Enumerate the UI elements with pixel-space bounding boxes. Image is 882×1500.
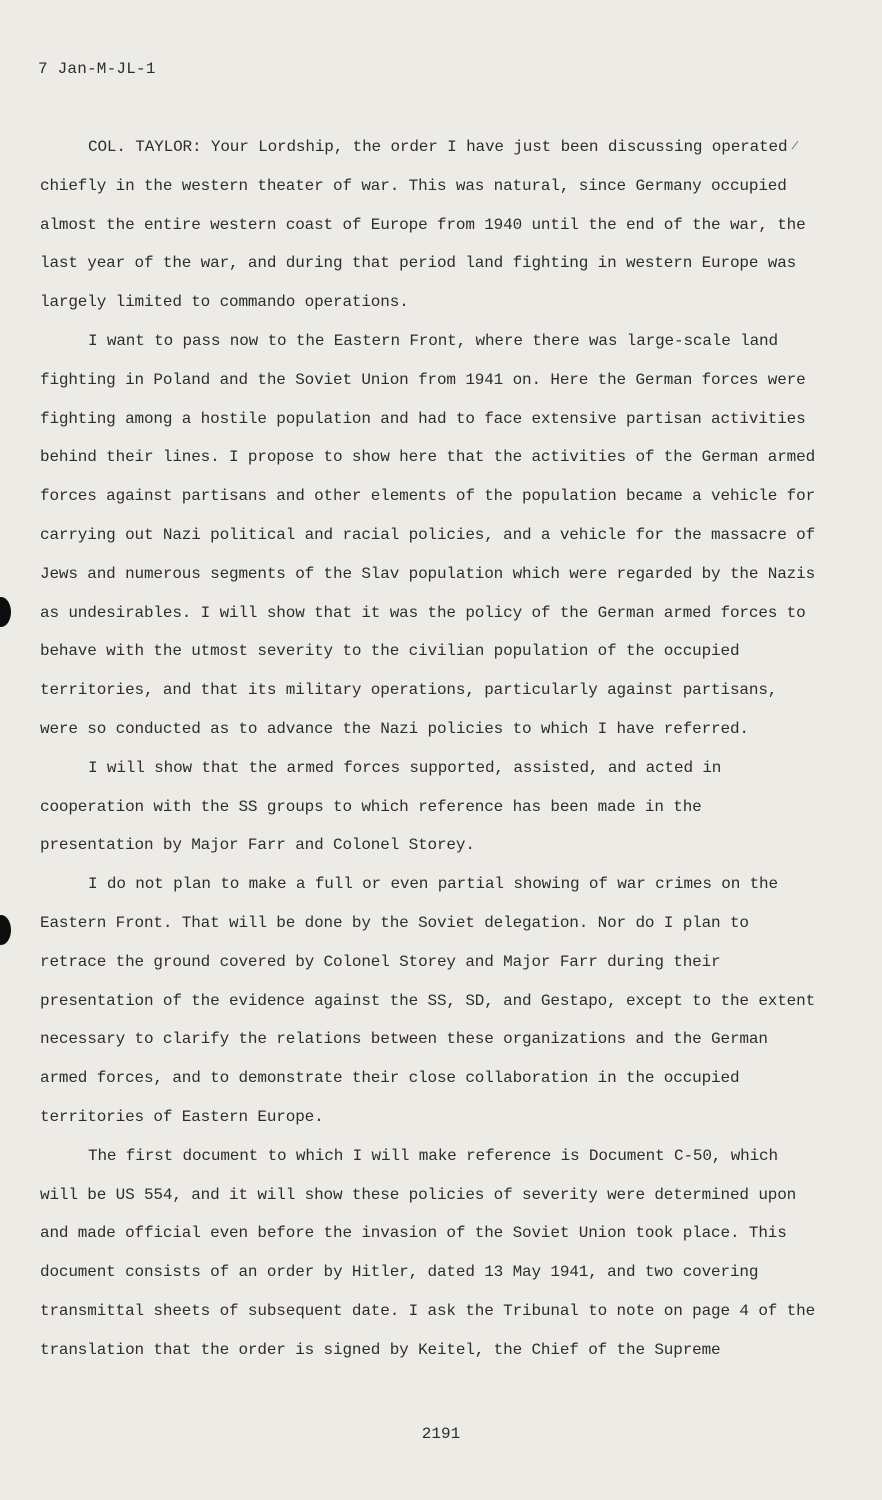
paragraph-1: COL. TAYLOR: Your Lordship, the order I have just been discussing operated chiefly in the western theater of war. This was natural, since Germany occupied almost the entire western coast of Europe from 1940 until the end of the war, the last year of the war, and during that period land fighting in western Europe was largely limited to commando operations. — [40, 138, 806, 312]
margin-mark: / — [790, 137, 800, 153]
paragraph-3: I will show that the armed forces supported, assisted, and acted in cooperation with the SS groups to which reference has been made in the presentation by Major Farr and Colonel Storey. — [40, 758, 722, 855]
paragraph-5: The first document to which I will make reference is Document C-50, which will be US 554, and it will show these policies of severity were determined upon and made official even before the invasion of the Soviet Union took place. This document consists of an order by Hitler, dated 13 May 1941, and two covering transmittal sheets of subsequent date. I ask the Tribunal to note on page 4 of the translation that the order is signed by Keitel, the Chief of the Supreme — [40, 1146, 816, 1359]
paragraph-4: I do not plan to make a full or even partial showing of war crimes on the Eastern Front. That will be done by the Soviet delegation. Nor do I plan to retrace the ground covered by Colonel Storey and Major Farr during their presentation of the evidence against the SS, SD, and Gestapo, except to the extent necessary to clarify the relations between these organizations and the German armed forces, and to demonstrate their close collaboration in the occupied territories of Eastern Europe. — [40, 875, 816, 1126]
paragraph-2: I want to pass now to the Eastern Front, where there was large-scale land fighting in Poland and the Soviet Union from 1941 on. Here the German forces were fighting among a hostile population and had to face extensive partisan activities behind their lines. I propose to show here that the activities of the German armed forces against partisans and other elements of the population became a vehicle for carrying out Nazi political and racial policies, and a vehicle for the massacre of Jews and numerous segments of the Slav population which were regarded by the Nazis as undesirables. I will show that it was the policy of the German armed forces to behave with the utmost severity to the civilian population of the occupied territories, and that its military operations, particularly against partisans, were so conducted as to advance the Nazi policies to which I have referred. — [40, 331, 816, 738]
document-code: 7 Jan-M-JL-1 — [38, 60, 156, 78]
punch-hole-upper — [0, 597, 11, 627]
punch-hole-lower — [0, 915, 11, 945]
page-number: 2191 — [421, 1425, 461, 1443]
document-body — [40, 128, 820, 1370]
